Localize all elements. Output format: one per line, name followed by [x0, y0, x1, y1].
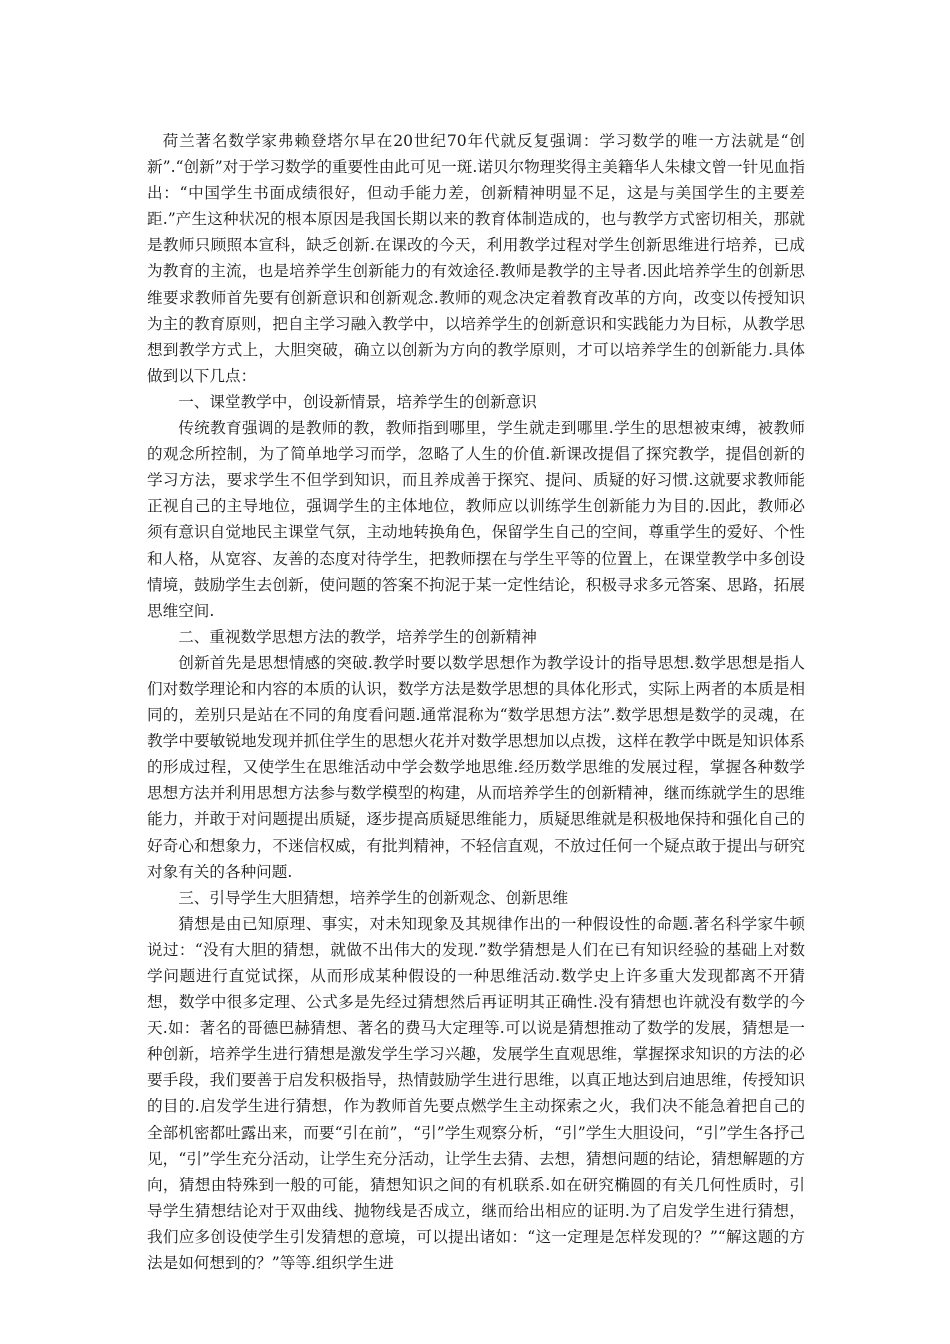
- body-paragraph-1: 传统教育强调的是教师的教，教师指到哪里，学生就走到哪里.学生的思想被束缚，被教师的观念所控制，为了简单地学习而学，忽略了人生的价值.新课改提倡了探究教学，提倡创新的学习方法，要求学生不但学到知识，而且养成善于探究、提问、质疑的好习惯.这就要求教师能正视自己的主导地位，强调学生的主体地位，教师应以训练学生创新能力为目的.因此，教师必须有意识自觉地民主课堂气氛，主动地转换角色，保留学生自己的空间，尊重学生的爱好、个性和人格，从宽容、友善的态度对待学生，把教师摆在与学生平等的位置上，在课堂教学中多创设情境，鼓励学生去创新，使问题的答案不拘泥于某一定性结论，积极寻求多元答案、思路，拓展思维空间.: [147, 419, 805, 620]
- body-paragraph-3: 猜想是由已知原理、事实，对未知现象及其规律作出的一种假设性的命题.著名科学家牛顿说过：“没有大胆的猜想，就做不出伟大的发现.”数学猜想是人们在已有知识经验的基础上对数学问题进行直觉试探，从而形成某种假设的一种思维活动.数学史上许多重大发现都离不开猜想，数学中很多定理、公式多是先经过猜想然后再证明其正确性.没有猜想也许就没有数学的今天.如：著名的哥德巴赫猜想、著名的费马大定理等.可以说是猜想推动了数学的发展，猜想是一种创新，培养学生进行猜想是激发学生学习兴趣，发展学生直观思维，掌握探求知识的方法的必要手段，我们要善于启发积极指导，热情鼓励学生进行思维，以真正地达到启迪思维，传授知识的目的.启发学生进行猜想，作为教师首先要点燃学生主动探索之火，我们决不能急着把自己的全部机密都吐露出来，而要“引在前”，“引”学生观察分析，“引”学生大胆设问，“引”学生各抒己见，“引”学生充分活动，让学生充分活动，让学生去猜、去想，猜想问题的结论，猜想解题的方向，猜想由特殊到一般的可能，猜想知识之间的有机联系.如在研究椭圆的有关几何性质时，引导学生猜想结论对于双曲线、抛物线是否成立，继而给出相应的证明.为了启发学生进行猜想，我们应多创设使学生引发猜想的意境，可以提出诸如：“这一定理是怎样发现的？”“解这题的方法是如何想到的？”等等.组织学生进: [147, 914, 805, 1273]
- intro-paragraph: 荷兰著名数学家弗赖登塔尔早在20世纪70年代就反复强调：学习数学的唯一方法就是“创新”.“创新”对于学习数学的重要性由此可见一斑.诺贝尔物理奖得主美籍华人朱棣文曾一针见血指出：“中国学生书面成绩很好，但动手能力差，创新精神明显不足，这是与美国学生的主要差距.”产生这种状况的根本原因是我国长期以来的教育体制造成的，也与教学方式密切相关，那就是教师只顾照本宣科，缺乏创新.在课改的今天，利用教学过程对学生创新思维进行培养，已成为教育的主流，也是培养学生创新能力的有效途径.教师是教学的主导者.因此培养学生的创新思维要求教师首先要有创新意识和创新观念.教师的观念决定着教育改革的方向，改变以传授知识为主的教育原则，把自主学习融入教学中，以培养学生的创新意识和实践能力为目标，从教学思想到教学方式上，大胆突破，确立以创新为方向的教学原则，才可以培养学生的创新能力.具体做到以下几点：: [147, 132, 805, 385]
- document-page: [147, 128, 805, 1276]
- body-paragraph-2: 创新首先是思想情感的突破.教学时要以数学思想作为教学设计的指导思想.数学思想是指人们对数学理论和内容的本质的认识，数学方法是数学思想的具体化形式，实际上两者的本质是相同的，差别只是站在不同的角度看问题.通常混称为“数学思想方法”.数学思想是数学的灵魂，在教学中要敏锐地发现并抓住学生的思想火花并对数学思想加以点拨，这样在教学中既是知识体系的形成过程，又使学生在思维活动中学会数学地思维.经历数学思维的发展过程，掌握各种数学思想方法并利用思想方法参与数学模型的构建，从而培养学生的创新精神，继而练就学生的思维能力，并敢于对问题提出质疑，逐步提高质疑思维能力，质疑思维就是积极地保持和强化自己的好奇心和想象力，不迷信权威，有批判精神，不轻信直观，不放过任何一个疑点敢于提出与研究对象有关的各种问题.: [147, 653, 805, 881]
- section-heading-3: 三、引导学生大胆猜想，培养学生的创新观念、创新思维: [178, 888, 569, 907]
- section-heading-1: 一、课堂教学中，创设新情景，培养学生的创新意识: [178, 392, 537, 411]
- section-heading-2: 二、重视数学思想方法的教学，培养学生的创新精神: [178, 627, 537, 646]
